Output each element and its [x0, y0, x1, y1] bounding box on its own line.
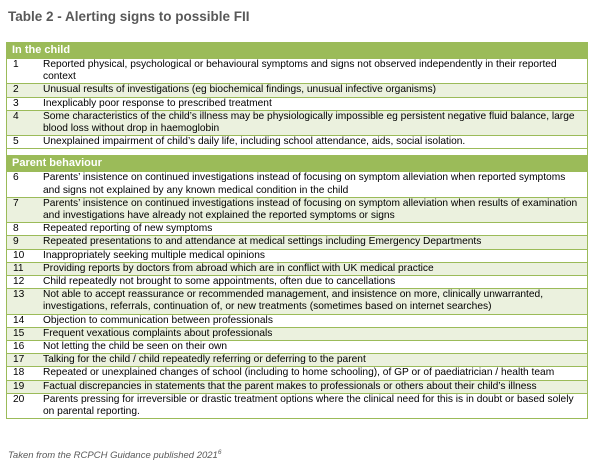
row-text: Factual discrepancies in statements that the parent makes to professionals or others about their child’s illness [40, 380, 588, 393]
row-number: 16 [6, 341, 40, 354]
row-text: Unexplained impairment of child’s daily life, including school attendance, aids, social isolation. [40, 136, 588, 149]
row-text: Objection to communication between professionals [40, 314, 588, 327]
table-row [6, 289, 588, 314]
row-number: 5 [6, 136, 40, 149]
table-row [6, 84, 588, 97]
row-text: Some characteristics of the child’s illness may be physiologically impossible eg persistent negative fluid balance, large blood loss without drop in haemoglobin [40, 110, 588, 135]
table-frame-right [587, 42, 588, 419]
footnote-reference: 6 [217, 449, 222, 456]
table-row [6, 276, 588, 289]
table-row [6, 172, 588, 197]
table-row [6, 110, 588, 135]
row-text: Parents’ insistence on continued investigations instead of focusing on symptom alleviation when reported symptoms and signs not explained by any known medical condition in the child [40, 172, 588, 197]
row-number: 7 [6, 197, 40, 222]
row-number: 6 [6, 172, 40, 197]
table-row [6, 223, 588, 236]
row-number: 19 [6, 380, 40, 393]
row-number: 14 [6, 314, 40, 327]
row-number: 4 [6, 110, 40, 135]
table-row [6, 380, 588, 393]
table-row [6, 367, 588, 380]
table-row [6, 136, 588, 149]
source-footnote [8, 449, 221, 461]
row-number: 1 [6, 59, 40, 84]
table-row [6, 262, 588, 275]
row-text: Parents pressing for irreversible or drastic treatment options where the clinical need for this is in doubt or based solely on parental reporting. [40, 393, 588, 418]
table-row [6, 197, 588, 222]
row-text: Repeated presentations to and attendance at medical settings including Emergency Departments [40, 236, 588, 249]
row-number: 2 [6, 84, 40, 97]
row-number: 17 [6, 354, 40, 367]
row-text: Repeated reporting of new symptoms [40, 223, 588, 236]
table-title: Table 2 - Alerting signs to possible FII [8, 9, 250, 24]
row-number: 3 [6, 97, 40, 110]
row-text: Providing reports by doctors from abroad which are in conflict with UK medical practice [40, 262, 588, 275]
section-spacer [6, 149, 588, 156]
row-number: 8 [6, 223, 40, 236]
row-text: Reported physical, psychological or behavioural symptoms and signs not observed independently in their reported context [40, 59, 588, 84]
row-text: Inexplicably poor response to prescribed treatment [40, 97, 588, 110]
row-text: Child repeatedly not brought to some appointments, often due to cancellations [40, 276, 588, 289]
row-text: Repeated or unexplained changes of school (including to home schooling), of GP or of paediatrician / health team [40, 367, 588, 380]
row-text: Inappropriately seeking multiple medical opinions [40, 249, 588, 262]
table-frame-left [6, 42, 7, 419]
row-number: 9 [6, 236, 40, 249]
section-heading: In the child [6, 43, 588, 59]
row-number: 20 [6, 393, 40, 418]
row-number: 11 [6, 262, 40, 275]
footnote-text: Taken from the RCPCH Guidance published 2021 [8, 450, 218, 462]
table-row [6, 314, 588, 327]
table-row [6, 236, 588, 249]
table-row [6, 97, 588, 110]
row-number: 18 [6, 367, 40, 380]
row-number: 13 [6, 289, 40, 314]
table-row [6, 59, 588, 84]
row-number: 12 [6, 276, 40, 289]
section-header [6, 156, 588, 172]
table-row [6, 354, 588, 367]
table-body [6, 43, 588, 419]
row-text: Unusual results of investigations (eg biochemical findings, unusual infective organisms) [40, 84, 588, 97]
row-text: Talking for the child / child repeatedly referring or deferring to the parent [40, 354, 588, 367]
table-row [6, 341, 588, 354]
row-text: Not letting the child be seen on their own [40, 341, 588, 354]
row-text: Not able to accept reassurance or recommended management, and insistence on more, clinically unwarranted, investigations, referrals, continuation of, or new treatments (sometimes based on internet searches) [40, 289, 588, 314]
row-number: 10 [6, 249, 40, 262]
section-header [6, 43, 588, 59]
alerting-signs-table [6, 42, 588, 419]
row-text: Frequent vexatious complaints about professionals [40, 327, 588, 340]
table-row [6, 393, 588, 418]
row-text: Parents’ insistence on continued investigations instead of focusing on symptom alleviation when results of examination and investigations have already not explained the reported symptoms or signs [40, 197, 588, 222]
table-row [6, 327, 588, 340]
section-heading: Parent behaviour [6, 156, 588, 172]
table-row [6, 249, 588, 262]
row-number: 15 [6, 327, 40, 340]
